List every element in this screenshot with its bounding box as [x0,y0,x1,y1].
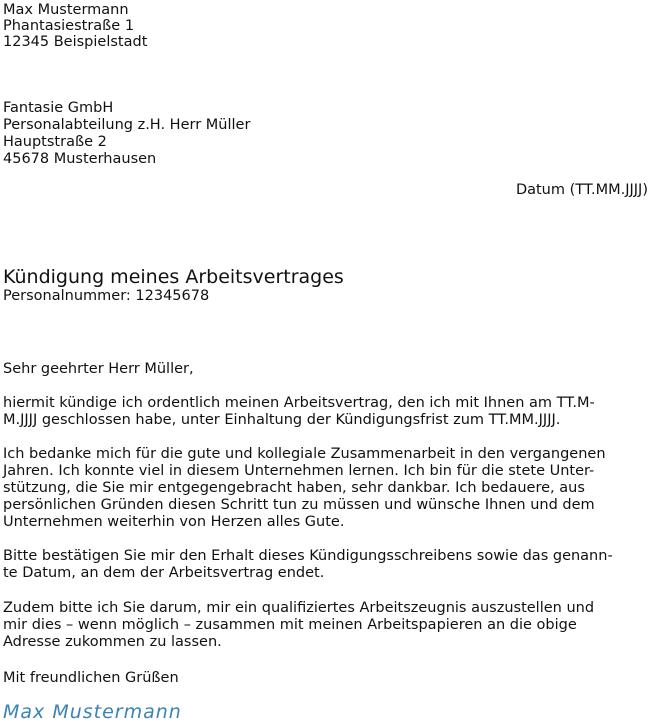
paragraph-line: Bitte bestätigen Sie mir den Erhalt dieses Kündigungsschreibens sowie das genann- [3,548,613,564]
paragraph-line: Unternehmen weiterhin von Herzen alles Gute. [3,514,345,530]
paragraph-line: te Datum, an dem der Arbeitsvertrag endet. [3,565,325,581]
paragraph-line: hiermit kündige ich ordentlich meinen Arbeitsvertrag, den ich mit Ihnen am TT.M- [3,395,595,411]
paragraph-thanks [3,446,645,531]
paragraph-line: stützung, die Sie mir entgegengebracht haben, sehr dankbar. Ich bedauere, aus [3,480,585,496]
paragraph-line: M.JJJJ geschlossen habe, unter Einhaltung der Kündigungsfrist zum TT.MM.JJJJ. [3,412,561,428]
recipient-city: 45678 Musterhausen [3,151,157,167]
recipient-street: Hauptstraße 2 [3,134,107,150]
paragraph-line: Jahren. Ich konnte viel in diesem Unternehmen lernen. Ich bin für die stete Unter- [3,463,595,479]
paragraph-line: Ich bedanke mich für die gute und kollegiale Zusammenarbeit in den vergangenen [3,446,606,462]
paragraph-line: Adresse zukommen zu lassen. [3,634,222,650]
salutation: Sehr geehrter Herr Müller, [3,361,194,377]
paragraph-notice [3,395,645,429]
recipient-department: Personalabteilung z.H. Herr Müller [3,117,251,133]
closing: Mit freundlichen Grüßen [3,670,179,686]
paragraph-reference [3,600,645,651]
signature: Max Mustermann [3,701,182,723]
letter-date: Datum (TT.MM.JJJJ) [515,182,648,198]
sender-street: Phantasiestraße 1 [3,18,135,34]
paragraph-line: Zudem bitte ich Sie darum, mir ein qualifiziertes Arbeitszeugnis auszustellen und [3,600,595,616]
recipient-company: Fantasie GmbH [3,100,114,116]
personnel-number: Personalnummer: 12345678 [3,288,210,304]
paragraph-confirmation [3,548,645,582]
sender-name: Max Mustermann [3,2,129,18]
sender-city: 12345 Beispielstadt [3,34,148,50]
paragraph-line: persönlichen Gründen diesen Schritt tun zu müssen und wünsche Ihnen und dem [3,497,595,513]
paragraph-line: mir dies – wenn möglich – zusammen mit meinen Arbeitspapieren an die obige [3,617,577,633]
subject-title: Kündigung meines Arbeitsvertrages [3,266,344,288]
